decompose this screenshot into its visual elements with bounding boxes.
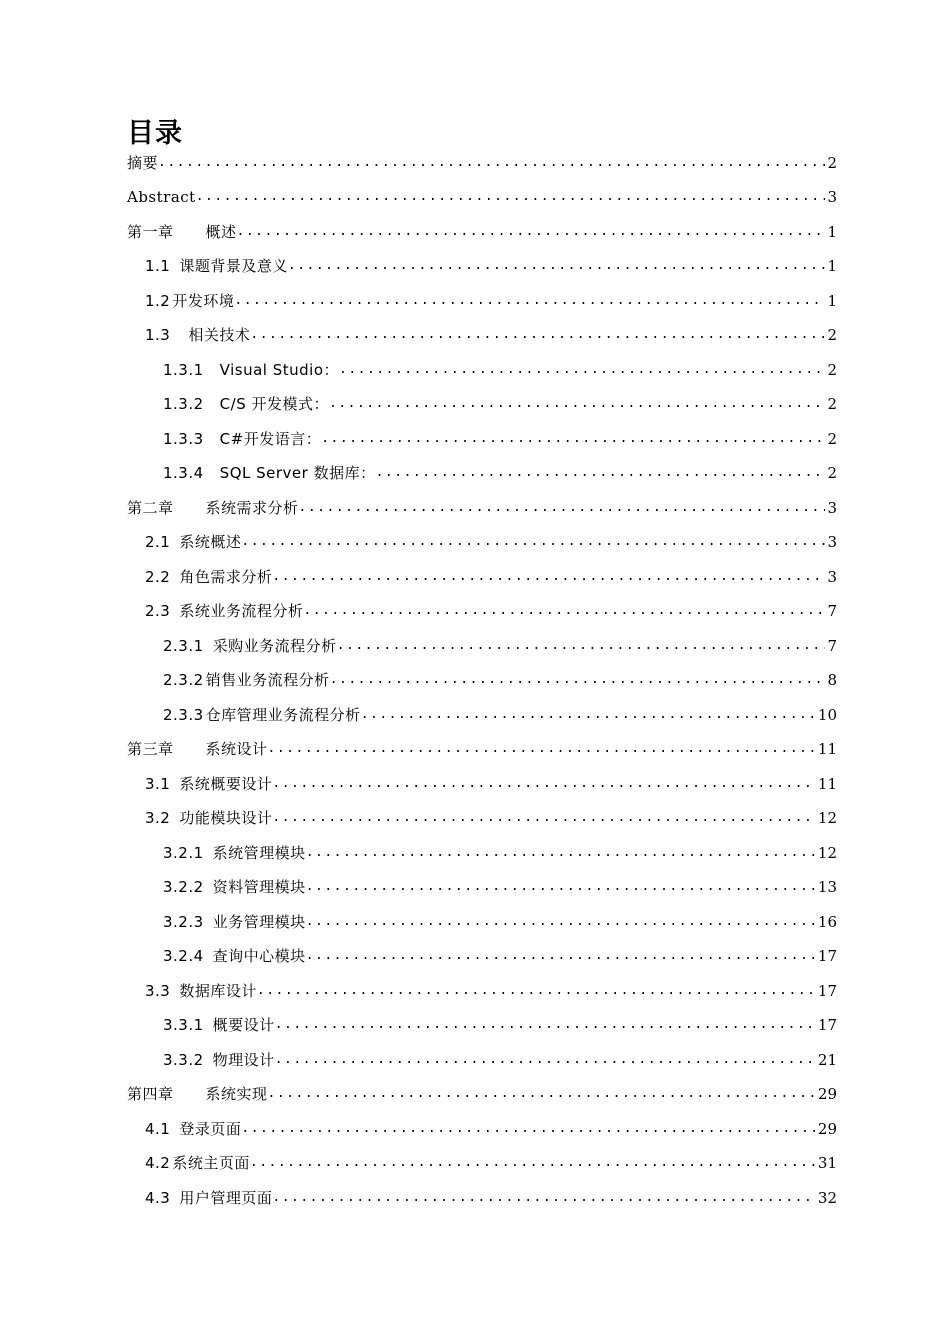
- toc-dot-leader: [321, 429, 825, 449]
- toc-entry-text: 采购业务流程分析: [212, 637, 337, 655]
- toc-entry-label: [127, 222, 237, 242]
- toc-entry-text: 用户管理页面: [179, 1189, 273, 1207]
- toc-page-number: 12: [817, 809, 837, 827]
- toc-page-number: 29: [817, 1120, 837, 1138]
- toc-entry-number: 1.3.1: [163, 361, 204, 379]
- toc-dot-leader: [275, 1015, 816, 1035]
- toc-dot-leader: [268, 1084, 816, 1104]
- toc-dot-leader: [257, 981, 816, 1001]
- toc-entry-2-3-3[interactable]: [163, 698, 837, 732]
- toc-entry-number: 2.3.1: [163, 637, 204, 655]
- toc-page-number: 31: [817, 1154, 837, 1172]
- toc-entry-text: 物理设计: [212, 1051, 275, 1069]
- toc-entry-text: 功能模块设计: [179, 809, 273, 827]
- toc-dot-leader: [329, 394, 825, 414]
- toc-entry-label: [145, 1119, 241, 1139]
- toc-page-number: 3: [827, 568, 837, 586]
- toc-entry-text: 概述: [205, 223, 237, 241]
- toc-page-number: 12: [817, 844, 837, 862]
- toc-dot-leader: [337, 636, 826, 656]
- toc-entry-3-2-1[interactable]: [163, 836, 837, 870]
- toc-entry-label: [145, 532, 241, 552]
- toc-entry-1-3[interactable]: [145, 318, 837, 352]
- toc-dot-leader: [241, 532, 825, 552]
- toc-entry-3-2[interactable]: [145, 801, 837, 835]
- toc-entry-label: [145, 601, 303, 621]
- toc-entry-number: 2.3.2: [163, 671, 204, 689]
- toc-page-number: 2: [827, 326, 837, 344]
- toc-entry-number: 3.3.1: [163, 1016, 204, 1034]
- toc-dot-leader: [237, 222, 826, 242]
- toc-dot-leader: [306, 877, 816, 897]
- toc-entry-text: 开发环境: [172, 292, 235, 310]
- toc-entry-text: 系统业务流程分析: [179, 602, 304, 620]
- toc-dot-leader: [306, 946, 816, 966]
- toc-entry-label: [145, 291, 234, 311]
- toc-entry-2-2[interactable]: [145, 560, 837, 594]
- toc-entry-text: 销售业务流程分析: [205, 671, 330, 689]
- toc-page-number: 13: [817, 878, 837, 896]
- toc-entry-3-3-2[interactable]: [163, 1043, 837, 1077]
- toc-entry-text: 系统管理模块: [212, 844, 306, 862]
- toc-entry-number: 1.3: [145, 326, 171, 344]
- toc-entry-label: [163, 1015, 275, 1035]
- toc-entry-4-3[interactable]: [145, 1181, 837, 1215]
- toc-entry-text: 系统实现: [205, 1085, 268, 1103]
- toc-entry-1-1[interactable]: [145, 249, 837, 283]
- toc-entry-number: 3.2.2: [163, 878, 204, 896]
- toc-entry-number: 1.2: [145, 292, 171, 310]
- toc-dot-leader: [272, 567, 825, 587]
- toc-entry-text: 资料管理模块: [212, 878, 306, 896]
- toc-dot-leader: [376, 463, 826, 483]
- toc-entry-number: 4.2: [145, 1154, 171, 1172]
- toc-entry-number: 2.2: [145, 568, 171, 586]
- toc-entry-text: C#开发语言：: [219, 430, 322, 448]
- toc-dot-leader: [196, 187, 826, 207]
- toc-page-number: 17: [817, 1016, 837, 1034]
- toc-entry-number: 2.1: [145, 533, 171, 551]
- toc-entry-number: 第二章: [127, 499, 174, 517]
- toc-entry-text: 系统概述: [179, 533, 242, 551]
- toc-entry-text: 概要设计: [212, 1016, 275, 1034]
- toc-page-number: 17: [817, 982, 837, 1000]
- toc-entry-label: [145, 1153, 250, 1173]
- toc-entry-text: C/S 开发模式：: [219, 395, 329, 413]
- toc-entry-number: 4.1: [145, 1120, 171, 1138]
- toc-page-number: 3: [827, 188, 837, 206]
- toc-entry-chapter-3[interactable]: [127, 732, 837, 766]
- toc-entry-label: Abstract: [127, 188, 196, 206]
- toc-dot-leader: [299, 498, 826, 518]
- toc-entry-3-2-2[interactable]: [163, 870, 837, 904]
- toc-entry-number: 1.3.3: [163, 430, 204, 448]
- toc-entry-label: [163, 946, 306, 966]
- toc-dot-leader: [339, 360, 825, 380]
- toc-entry-text: 相关技术: [188, 326, 251, 344]
- toc-entry-text: 查询中心模块: [212, 947, 306, 965]
- toc-entry-3-2-4[interactable]: [163, 939, 837, 973]
- toc-entry-1-3-2[interactable]: [163, 387, 837, 421]
- toc-dot-leader: [306, 843, 816, 863]
- toc-entry-number: 3.2: [145, 809, 171, 827]
- toc-page-number: 8: [827, 671, 837, 689]
- toc-entry-number: 1.3.4: [163, 464, 204, 482]
- toc-page-number: 11: [817, 775, 837, 793]
- toc-entry-abstract-cn[interactable]: [127, 146, 837, 180]
- toc-entry-2-3[interactable]: [145, 594, 837, 628]
- toc-page-number: 16: [817, 913, 837, 931]
- toc-page-number: 29: [817, 1085, 837, 1103]
- toc-entry-number: 3.2.1: [163, 844, 204, 862]
- toc-entry-3-1[interactable]: [145, 767, 837, 801]
- toc-entry-text: 角色需求分析: [179, 568, 273, 586]
- toc-page-number: 32: [817, 1189, 837, 1207]
- toc-entry-number: 2.3.3: [163, 706, 204, 724]
- toc-entry-number: 2.3: [145, 602, 171, 620]
- toc-dot-leader: [268, 739, 816, 759]
- toc-entry-4-2[interactable]: [145, 1146, 837, 1180]
- toc-dot-leader: [272, 808, 816, 828]
- toc-dot-leader: [361, 705, 816, 725]
- toc-entry-text: 仓库管理业务流程分析: [205, 706, 361, 724]
- toc-page-number: 21: [817, 1051, 837, 1069]
- toc-page-number: 10: [817, 706, 837, 724]
- toc-entry-label: [145, 981, 257, 1001]
- toc-entry-label: [163, 429, 321, 449]
- toc-entry-text: 系统概要设计: [179, 775, 273, 793]
- toc-entry-label: [127, 739, 268, 759]
- toc-dot-leader: [234, 291, 825, 311]
- toc-page-number: 1: [827, 257, 837, 275]
- toc-entry-chapter-2[interactable]: [127, 491, 837, 525]
- toc-entry-text: 数据库设计: [179, 982, 257, 1000]
- toc-entry-3-3[interactable]: [145, 974, 837, 1008]
- toc-entry-label: [145, 1188, 272, 1208]
- toc-dot-leader: [303, 601, 825, 621]
- toc-entry-text: SQL Server 数据库：: [219, 464, 376, 482]
- toc-page-number: 2: [827, 395, 837, 413]
- toc-entry-label: [163, 877, 306, 897]
- toc-page-number: 3: [827, 499, 837, 517]
- toc-page-number: 17: [817, 947, 837, 965]
- toc-entry-label: [145, 256, 288, 276]
- toc-entry-label: [163, 463, 376, 483]
- toc-entry-text: 登录页面: [179, 1120, 242, 1138]
- toc-dot-leader: [288, 256, 826, 276]
- toc-entry-number: 第一章: [127, 223, 174, 241]
- toc-entry-text: 系统需求分析: [205, 499, 299, 517]
- toc-entry-label: [163, 636, 337, 656]
- toc-entry-number: 第四章: [127, 1085, 174, 1103]
- toc-entry-number: 3.3.2: [163, 1051, 204, 1069]
- toc-entry-label: [163, 394, 329, 414]
- toc-entry-number: 3.1: [145, 775, 171, 793]
- toc-entry-number: 3.2.3: [163, 913, 204, 931]
- toc-entry-number: 1.1: [145, 257, 171, 275]
- toc-page-number: 2: [827, 154, 837, 172]
- toc-entry-1-3-3[interactable]: [163, 422, 837, 456]
- toc-page-number: 7: [827, 602, 837, 620]
- toc-entry-chapter-4[interactable]: [127, 1077, 837, 1111]
- toc-entry-label: [145, 325, 250, 345]
- toc-entry-label: [127, 498, 299, 518]
- toc-entry-label: [163, 705, 361, 725]
- toc-entry-text: Visual Studio：: [219, 361, 339, 379]
- toc-entry-text: 系统设计: [205, 740, 268, 758]
- toc-page-number: 2: [827, 464, 837, 482]
- toc-dot-leader: [272, 774, 816, 794]
- toc-entry-label: [163, 360, 339, 380]
- toc-entry-1-3-1[interactable]: [163, 353, 837, 387]
- toc-entry-label: 摘要: [127, 154, 159, 172]
- toc-entry-label: [163, 912, 306, 932]
- toc-dot-leader: [306, 912, 816, 932]
- toc-dot-leader: [330, 670, 826, 690]
- toc-entry-text: 课题背景及意义: [179, 257, 288, 275]
- toc-entry-2-3-1[interactable]: [163, 629, 837, 663]
- toc-entry-text: 业务管理模块: [212, 913, 306, 931]
- toc-entry-number: 1.3.2: [163, 395, 204, 413]
- toc-entry-chapter-1[interactable]: [127, 215, 837, 249]
- toc-dot-leader: [241, 1119, 816, 1139]
- toc-entry-1-3-4[interactable]: [163, 456, 837, 490]
- toc-entry-label: [145, 808, 272, 828]
- toc-entry-3-2-3[interactable]: [163, 905, 837, 939]
- toc-entry-label: [163, 670, 330, 690]
- toc-entry-text: 系统主页面: [172, 1154, 250, 1172]
- toc-entry-3-3-1[interactable]: [163, 1008, 837, 1042]
- toc-entry-number: 4.3: [145, 1189, 171, 1207]
- toc-entry-2-3-2[interactable]: [163, 663, 837, 697]
- toc-page-number: 1: [827, 292, 837, 310]
- toc-entry-number: 第三章: [127, 740, 174, 758]
- toc-page-number: 3: [827, 533, 837, 551]
- toc-dot-leader: [272, 1188, 816, 1208]
- toc-dot-leader: [275, 1050, 816, 1070]
- toc-entry-4-1[interactable]: [145, 1112, 837, 1146]
- toc-dot-leader: [250, 325, 825, 345]
- toc-entry-2-1[interactable]: [145, 525, 837, 559]
- toc-entry-label: [145, 567, 272, 587]
- toc-page-number: 2: [827, 430, 837, 448]
- toc-page-number: 11: [817, 740, 837, 758]
- toc-page-number: 2: [827, 361, 837, 379]
- toc-title: 目录: [127, 118, 183, 149]
- toc-entry-label: [163, 843, 306, 863]
- toc-dot-leader: [158, 153, 825, 173]
- toc-page-number: 1: [827, 223, 837, 241]
- toc-page-number: 7: [827, 637, 837, 655]
- toc-entry-label: [145, 774, 272, 794]
- toc-entry-number: 3.2.4: [163, 947, 204, 965]
- toc-entry-abstract-en[interactable]: [127, 180, 837, 214]
- toc-entry-1-2[interactable]: [145, 284, 837, 318]
- toc-entry-label: [163, 1050, 275, 1070]
- toc-entry-label: [127, 1084, 268, 1104]
- toc-dot-leader: [250, 1153, 816, 1173]
- toc-entry-number: 3.3: [145, 982, 171, 1000]
